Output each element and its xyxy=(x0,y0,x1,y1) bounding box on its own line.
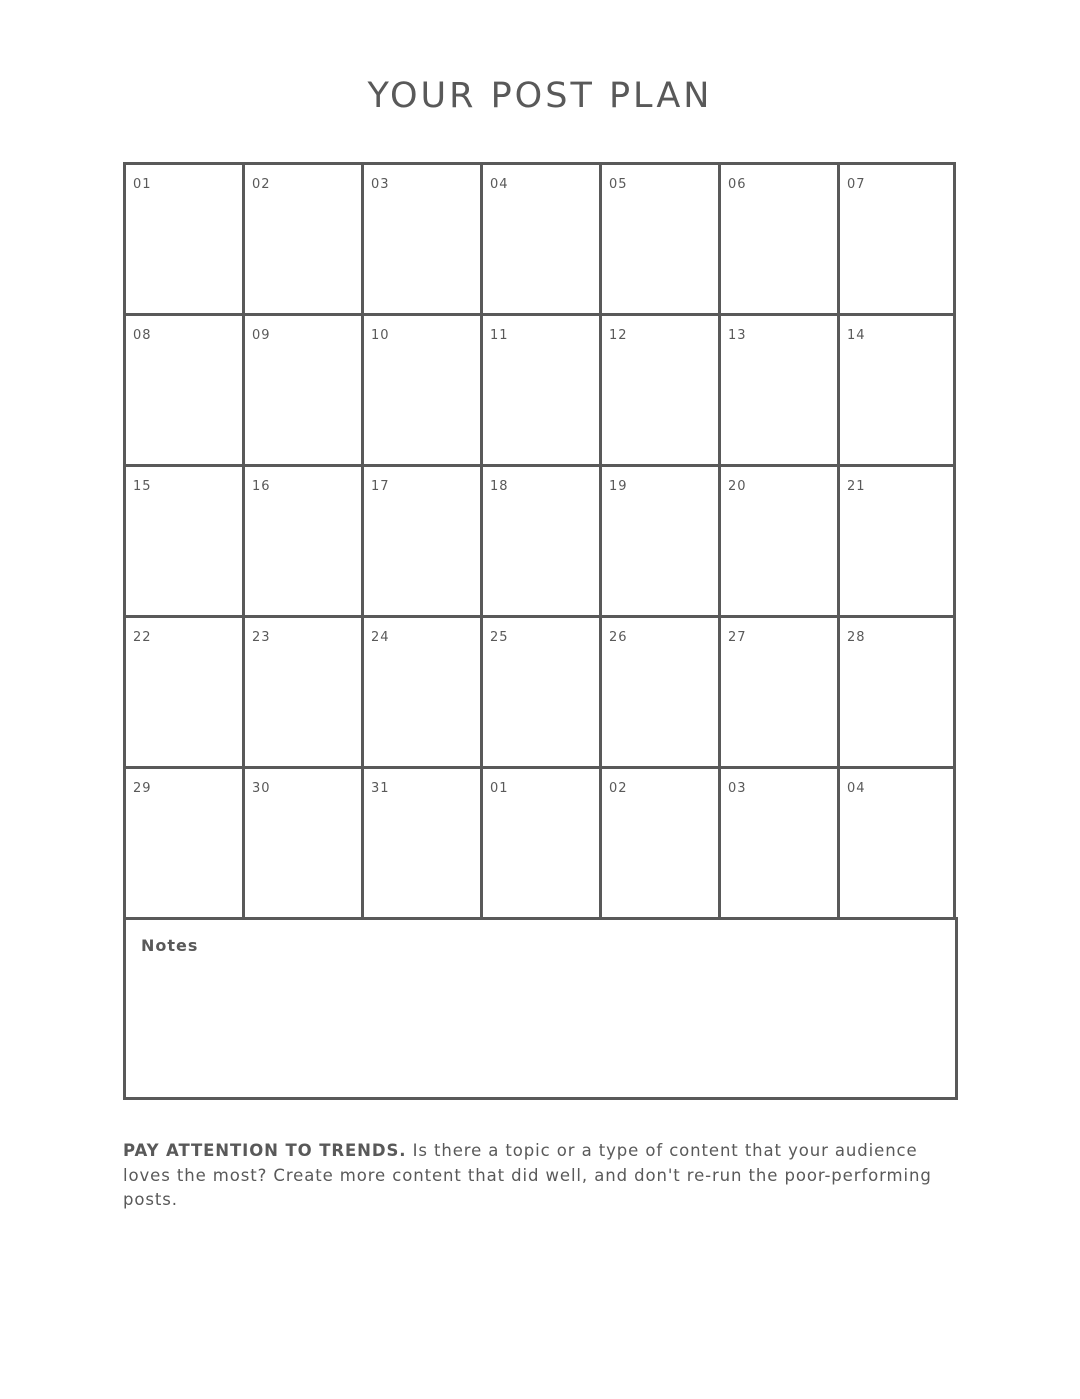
day-number: 20 xyxy=(728,479,747,494)
calendar-day-cell[interactable] xyxy=(718,162,837,313)
day-number: 31 xyxy=(371,781,390,796)
calendar-day-cell[interactable] xyxy=(361,313,480,464)
day-number: 15 xyxy=(133,479,152,494)
calendar-day-cell[interactable] xyxy=(361,615,480,766)
tip-heading: PAY ATTENTION TO TRENDS. xyxy=(123,1141,407,1160)
page-title: YOUR POST PLAN xyxy=(367,76,713,116)
calendar-day-cell[interactable] xyxy=(599,766,718,917)
calendar-day-cell[interactable] xyxy=(718,313,837,464)
day-number: 13 xyxy=(728,328,747,343)
calendar-day-cell[interactable] xyxy=(599,162,718,313)
calendar-day-cell[interactable] xyxy=(242,162,361,313)
calendar-day-cell[interactable] xyxy=(242,766,361,917)
calendar-day-cell[interactable] xyxy=(718,766,837,917)
day-number: 28 xyxy=(847,630,866,645)
day-number: 09 xyxy=(252,328,271,343)
day-number: 05 xyxy=(609,177,628,192)
day-number: 17 xyxy=(371,479,390,494)
calendar-day-cell[interactable] xyxy=(123,464,242,615)
day-number: 23 xyxy=(252,630,271,645)
calendar-day-cell[interactable] xyxy=(480,162,599,313)
trends-tip xyxy=(123,1139,963,1213)
calendar-day-cell[interactable] xyxy=(837,162,956,313)
calendar-day-cell[interactable] xyxy=(599,313,718,464)
calendar-day-cell[interactable] xyxy=(123,766,242,917)
calendar-day-cell[interactable] xyxy=(361,464,480,615)
day-number: 27 xyxy=(728,630,747,645)
calendar-day-cell[interactable] xyxy=(123,615,242,766)
day-number: 07 xyxy=(847,177,866,192)
day-number: 18 xyxy=(490,479,509,494)
day-number: 02 xyxy=(609,781,628,796)
day-number: 24 xyxy=(371,630,390,645)
day-number: 30 xyxy=(252,781,271,796)
calendar-day-cell[interactable] xyxy=(480,766,599,917)
calendar-day-cell[interactable] xyxy=(837,766,956,917)
day-number: 25 xyxy=(490,630,509,645)
day-number: 03 xyxy=(728,781,747,796)
post-plan-calendar xyxy=(123,162,958,1100)
calendar-day-cell[interactable] xyxy=(123,313,242,464)
day-number: 14 xyxy=(847,328,866,343)
calendar-day-cell[interactable] xyxy=(837,615,956,766)
day-number: 10 xyxy=(371,328,390,343)
day-number: 21 xyxy=(847,479,866,494)
day-number: 11 xyxy=(490,328,509,343)
calendar-day-cell[interactable] xyxy=(123,162,242,313)
calendar-day-cell[interactable] xyxy=(480,313,599,464)
calendar-day-cell[interactable] xyxy=(480,615,599,766)
calendar-day-cell[interactable] xyxy=(242,464,361,615)
day-number: 01 xyxy=(133,177,152,192)
calendar-day-cell[interactable] xyxy=(718,464,837,615)
calendar-day-cell[interactable] xyxy=(599,464,718,615)
day-number: 01 xyxy=(490,781,509,796)
calendar-day-cell[interactable] xyxy=(718,615,837,766)
notes-box[interactable] xyxy=(123,917,958,1100)
day-number: 29 xyxy=(133,781,152,796)
calendar-day-cell[interactable] xyxy=(599,615,718,766)
calendar-day-cell[interactable] xyxy=(361,766,480,917)
day-number: 08 xyxy=(133,328,152,343)
day-number: 26 xyxy=(609,630,628,645)
day-number: 19 xyxy=(609,479,628,494)
day-number: 06 xyxy=(728,177,747,192)
calendar-day-cell[interactable] xyxy=(361,162,480,313)
tip-body: Is there a topic or a type of content that your audience loves the most? Create more content that did well, and don't re-run the poor-performing posts. xyxy=(123,1141,932,1209)
day-number: 02 xyxy=(252,177,271,192)
day-number: 16 xyxy=(252,479,271,494)
calendar-day-cell[interactable] xyxy=(242,313,361,464)
day-number: 12 xyxy=(609,328,628,343)
calendar-day-cell[interactable] xyxy=(242,615,361,766)
calendar-day-cell[interactable] xyxy=(837,464,956,615)
day-number: 03 xyxy=(371,177,390,192)
notes-label: Notes xyxy=(141,936,199,955)
day-number: 04 xyxy=(490,177,509,192)
day-number: 22 xyxy=(133,630,152,645)
calendar-day-cell[interactable] xyxy=(480,464,599,615)
calendar-day-cell[interactable] xyxy=(837,313,956,464)
day-number: 04 xyxy=(847,781,866,796)
calendar-grid xyxy=(123,162,958,917)
